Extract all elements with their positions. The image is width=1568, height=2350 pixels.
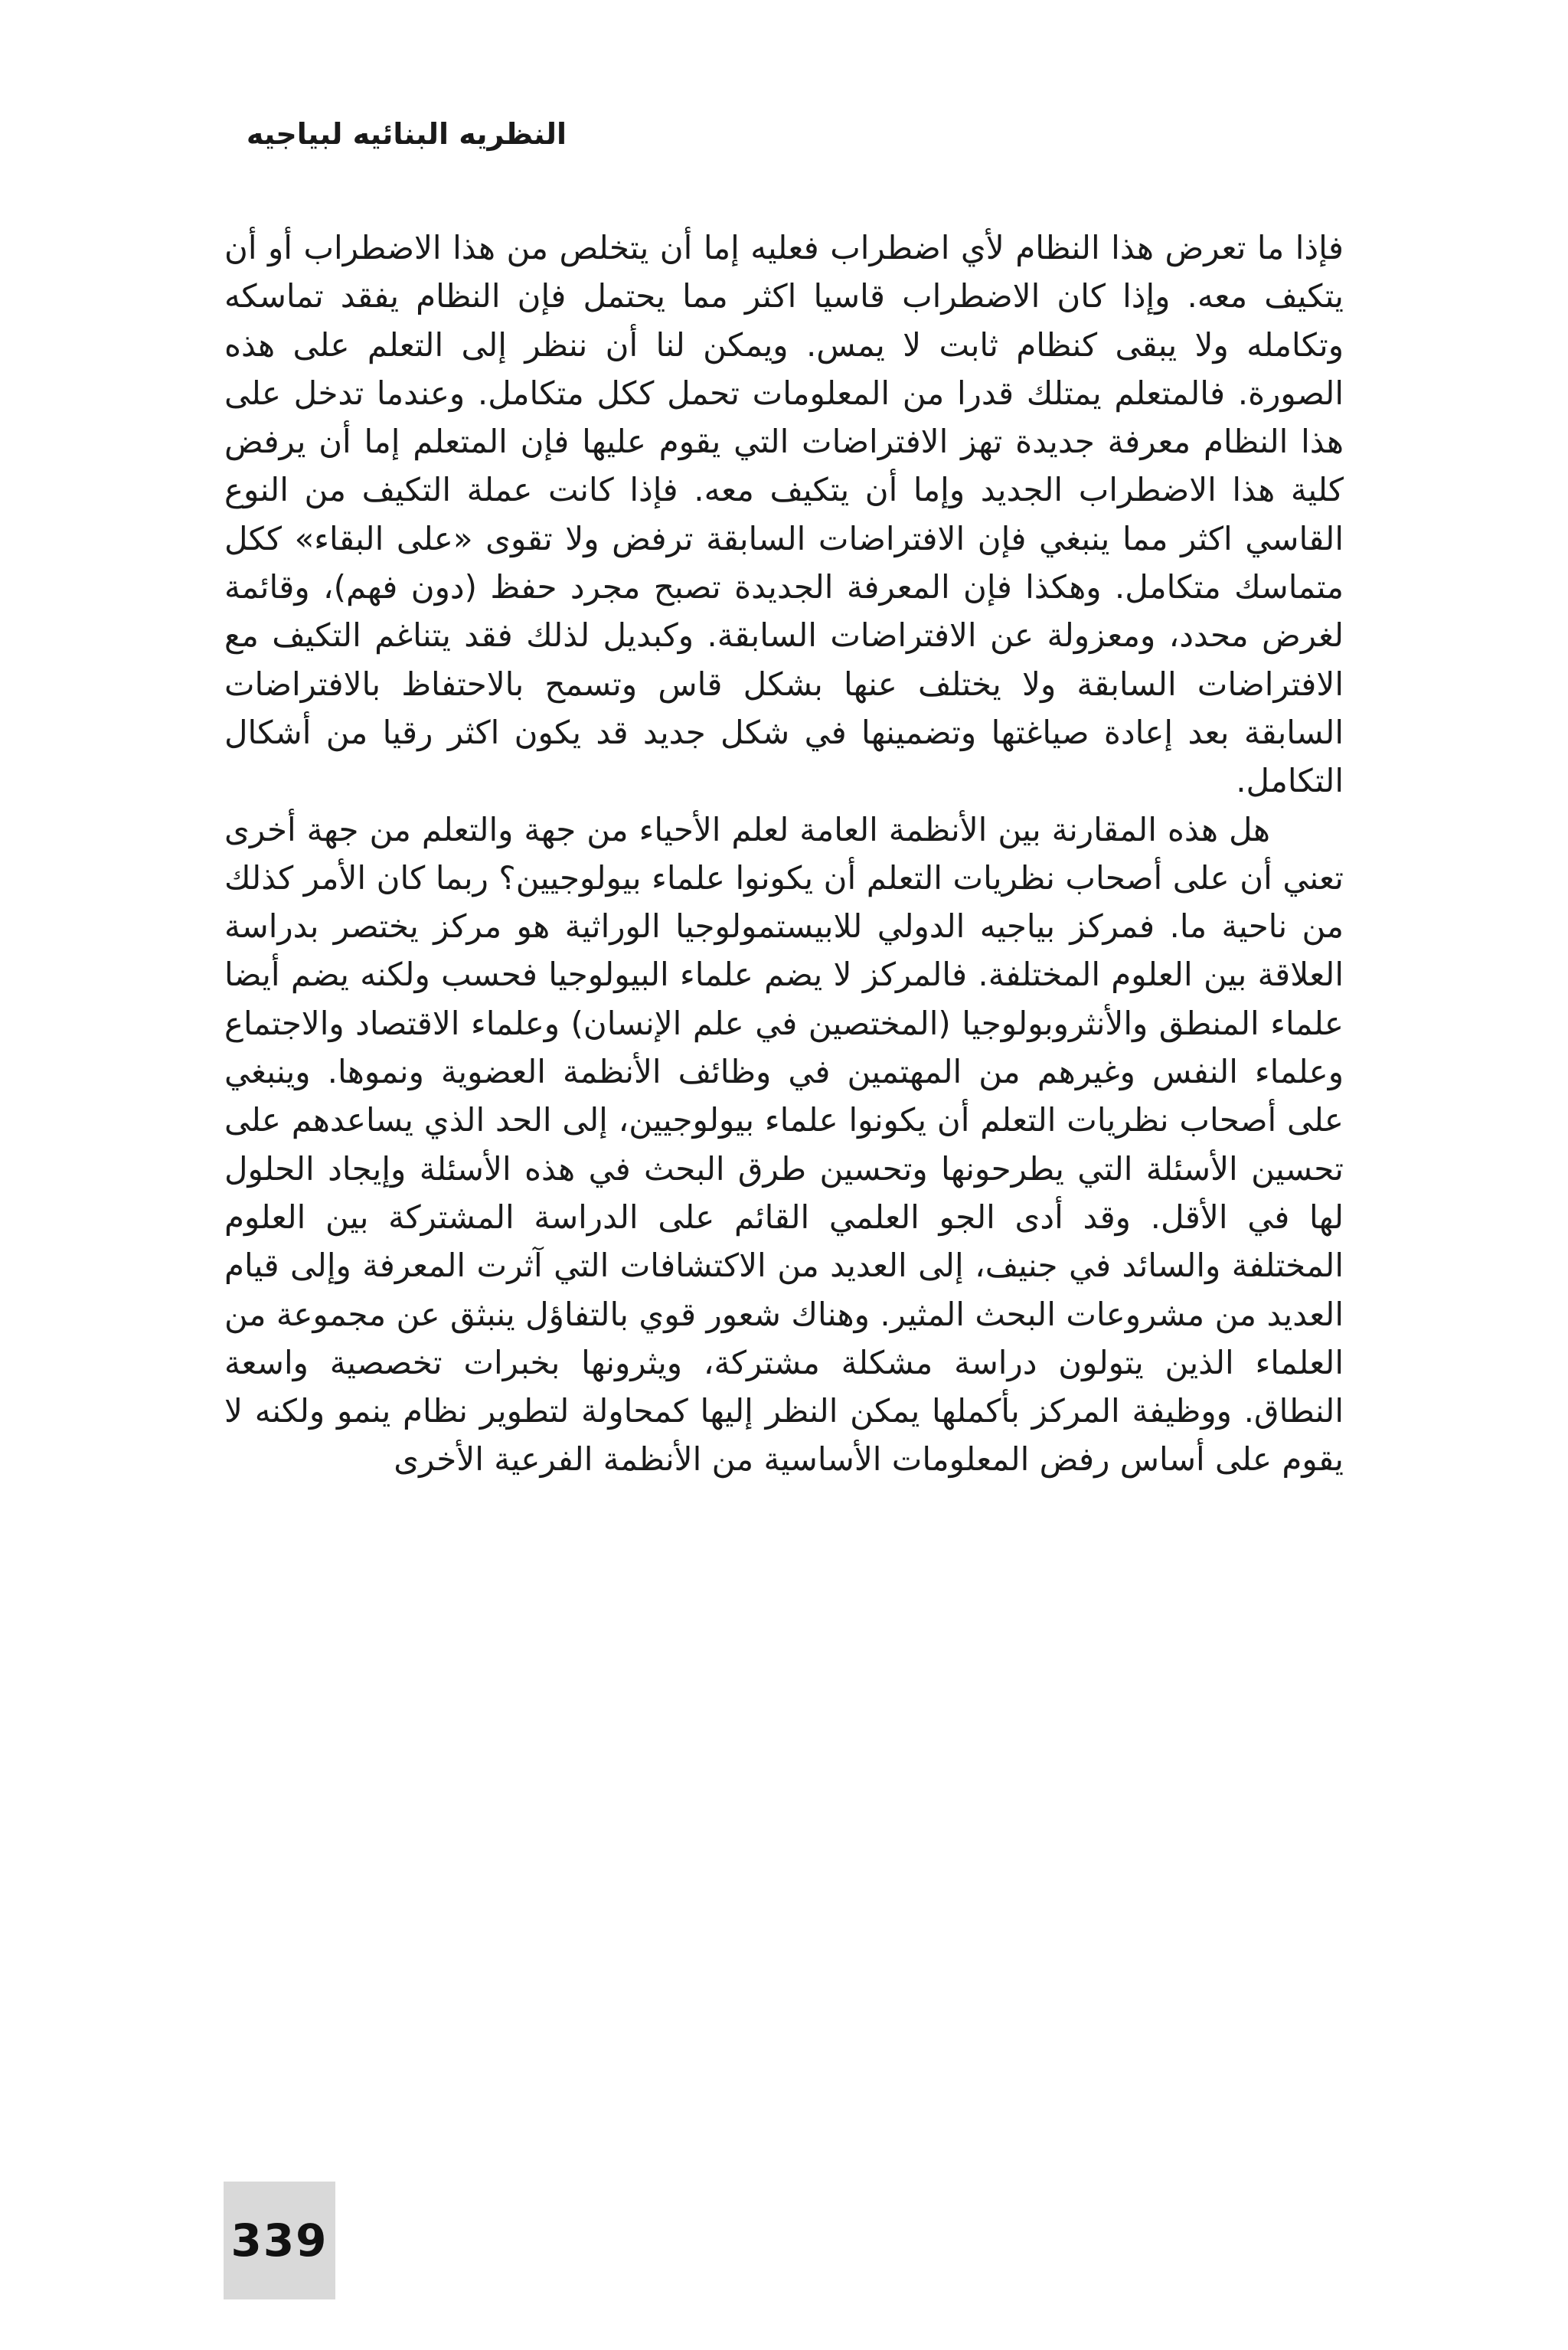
paragraph: هل هذه المقارنة بين الأنظمة العامة لعلم الأحياء من جهة والتعلم من جهة أخرى تعني أن على أصحاب نظريات التعلم أن يكونوا علماء بيولوجيين؟ ربما كان الأمر كذلك من ناحية ما. فمركز بياجيه الدولي للابيستمولوجيا الوراثية هو مركز يختصر بدراسة العلاقة بين العلوم المختلفة. فالمركز لا يضم علماء البيولوجيا فحسب ولكنه يضم أيضا علماء المنطق والأنثروبولوجيا (المختصين في علم الإنسان) وعلماء الاقتصاد والاجتماع وعلماء النفس وغيرهم من المهتمين في وظائف الأنظمة العضوية ونموها. وينبغي على أصحاب نظريات التعلم أن يكونوا علماء بيولوجيين، إلى الحد الذي يساعدهم على تحسين الأسئلة التي يطرحونها وتحسين طرق البحث في هذه الأسئلة وإيجاد الحلول لها في الأقل. وقد أدى الجو العلمي القائم على الدراسة المشتركة بين العلوم المختلفة والسائد في جنيف، إلى العديد من الاكتشافات التي آثرت المعرفة وإلى قيام العديد من مشروعات البحث المثير. وهناك شعور قوي بالتفاؤل ينبثق عن مجموعة من العلماء الذين يتولون دراسة مشكلة مشتركة، ويثرونها بخبرات تخصصية واسعة النطاق. ووظيفة المركز بأكملها يمكن النظر إليها كمحاولة لتطوير نظام ينمو ولكنه لا يقوم على أساس رفض المعلومات الأساسية من الأنظمة الفرعية الأخرى	[224, 810, 1344, 1479]
paragraph: فإذا ما تعرض هذا النظام لأي اضطراب فعليه إما أن يتخلص من هذا الاضطراب أو أن يتكيف معه. وإذا كان الاضطراب قاسيا اكثر مما يحتمل فإن النظام يفقد تماسكه وتكامله ولا يبقى كنظام ثابت لا يمس. ويمكن لنا أن ننظر إلى التعلم على هذه الصورة. فالمتعلم يمتلك قدرا من المعلومات تحمل ككل متكامل. وعندما تدخل على هذا النظام معرفة جديدة تهز الافتراضات التي يقوم عليها فإن المتعلم إما أن يرفض كلية هذا الاضطراب الجديد وإما أن يتكيف معه. فإذا كانت عملة التكيف من النوع القاسي اكثر مما ينبغي فإن الافتراضات السابقة ترفض ولا تقوى «على البقاء» ككل متماسك متكامل. وهكذا فإن المعرفة الجديدة تصبح مجرد حفظ (دون فهم)، وقائمة لغرض محدد، ومعزولة عن الافتراضات السابقة. وكبديل لذلك فقد يتناغم التكيف مع الافتراضات السابقة ولا يختلف عنها بشكل قاس وتسمح بالاحتفاظ بالافتراضات السابقة بعد إعادة صياغتها وتضمينها في شكل جديد قد يكون اكثر رقيا من أشكال التكامل.	[224, 229, 1344, 800]
running-header-title: النظريه البنائيه لبياجيه	[246, 117, 567, 151]
page-number-box	[224, 2182, 335, 2299]
body-text	[224, 224, 1344, 1484]
page-number: 339	[230, 2214, 328, 2267]
